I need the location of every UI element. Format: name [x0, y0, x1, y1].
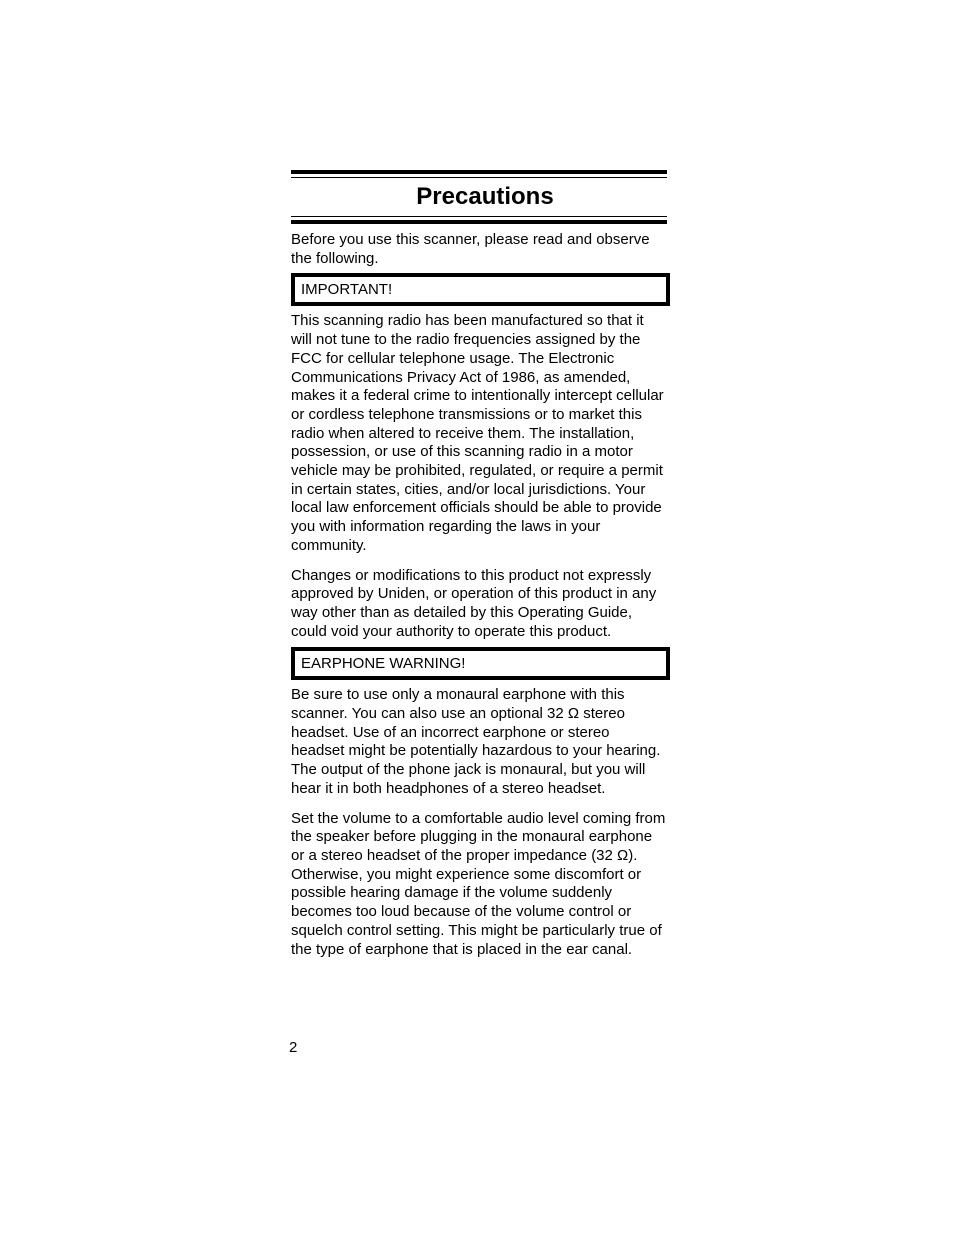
page-title: Precautions — [416, 183, 554, 210]
earphone-paragraph-volume: Set the volume to a comfortable audio level coming from the speaker before plugging in the monaural earphone or a stereo headset of the proper impedance (32 Ω). Otherwise, you might experience some discomfort or possible hearing damage if the volume suddenly becomes too loud because of the volume control or squelch control setting. This might be particularly true of the type of earphone that is placed in the ear canal. — [291, 809, 666, 958]
document-column — [291, 170, 667, 959]
earphone-paragraph-monaural: Be sure to use only a monaural earphone with this scanner. You can also use an optional 32 Ω stereo headset. Use of an incorrect earphone or stereo headset might be potentially hazardous to your hearing. The output of the phone jack is monaural, but you will hear it in both headphones of a stereo headset. — [291, 686, 661, 797]
important-paragraph-fcc: This scanning radio has been manufactured so that it will not tune to the radio frequencies assigned by the FCC for cellular telephone usage. The Electronic Communications Privacy Act of 1986, as amended, makes it a federal crime to intentionally intercept cellular or cordless telephone transmissions or to market this radio when altered to receive them. The installation, possession, or use of this scanning radio in a motor vehicle may be prohibited, regulated, or require a permit in certain states, cities, and/or local jurisdictions. Your local law enforcement officials should be able to provide you with information regarding the laws in your community. — [291, 312, 664, 554]
important-paragraph-modifications: Changes or modifications to this product not expressly approved by Uniden, or operation of this product in any way other than as detailed by this Operating Guide, could void your authority to operate this product. — [291, 566, 657, 640]
important-notice-box — [291, 273, 670, 306]
title-top-thin-rule — [291, 177, 667, 178]
title-bottom-thin-rule — [291, 216, 667, 217]
title-block — [291, 170, 667, 224]
earphone-warning-label: EARPHONE WARNING! — [301, 655, 466, 673]
title-top-thick-rule — [291, 170, 667, 174]
important-label: IMPORTANT! — [301, 281, 393, 299]
intro-paragraph: Before you use this scanner, please read and observe the following. — [291, 231, 650, 267]
page-number: 2 — [289, 1039, 298, 1056]
title-bottom-thick-rule — [291, 220, 667, 224]
earphone-warning-box — [291, 647, 670, 680]
